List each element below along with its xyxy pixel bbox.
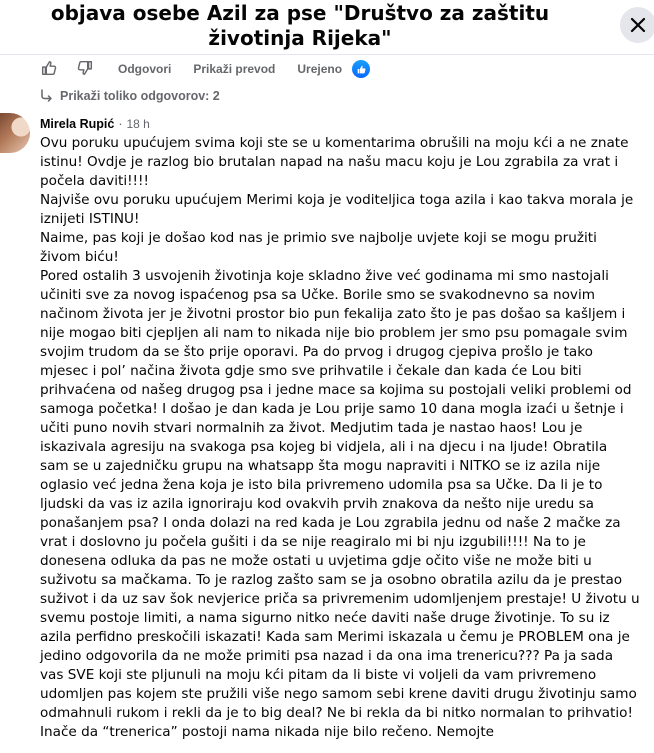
close-icon bbox=[630, 17, 646, 33]
separator-dot: · bbox=[118, 117, 123, 131]
dialog-header bbox=[0, 0, 654, 55]
reply-button[interactable]: Odgovori bbox=[118, 62, 172, 76]
comment-header bbox=[40, 117, 150, 133]
edited-label: Urejeno bbox=[297, 62, 343, 76]
dislike-button[interactable] bbox=[76, 59, 96, 79]
like-button[interactable] bbox=[40, 59, 60, 79]
show-replies-button[interactable] bbox=[40, 86, 220, 106]
dialog-title: objava osebe Azil za pse "Društvo za zaštitu životinja Rijeka" bbox=[50, 1, 550, 50]
show-replies-label: Prikaži toliko odgovorov: 2 bbox=[60, 89, 220, 103]
previous-comment-actions bbox=[40, 58, 370, 80]
reply-arrow-icon bbox=[40, 89, 54, 103]
close-button[interactable] bbox=[620, 7, 654, 43]
translate-button[interactable]: Prikaži prevod bbox=[193, 62, 276, 76]
comment-author[interactable]: Mirela Rupić bbox=[40, 117, 115, 131]
thumbs-down-icon bbox=[76, 59, 94, 77]
comment-body bbox=[40, 134, 640, 742]
comment-timestamp[interactable]: 18 h bbox=[126, 117, 150, 131]
like-reaction-icon[interactable] bbox=[352, 60, 370, 78]
comment-paragraph: Naime, pas koji je došao kod nas je primio sve najbolje uvjete koji se mogu pružiti živom biću! bbox=[40, 230, 597, 265]
comment-paragraph: Najviše ovu poruku upućujem Merimi koja je voditeljica toga azila i kao takva morala je iznijeti ISTINU! bbox=[40, 192, 634, 227]
thumbs-up-icon bbox=[40, 59, 58, 77]
comment-paragraph: Pored ostalih 3 usvojenih životinja koje skladno žive već godinama mi smo nastojali učiniti sve za novog ispaćenog psa sa Učke. Borile smo se svakodnevno sa novim načinom života jer je životni prostor bio pun fekalija zato što je pas došao sa kašljem i nije mogao biti cjepljen ali nam to nikada nije bio problem jer smo psu pomagale svim svojim trudom da se što prije oporavi. Pa do prvog i drugog cjepiva prošlo je tako mjesec i pol’ načina života gdje smo sve prihvatile i čekale dan kada će Lou biti prihvaćena od našeg drugog psa i jedne mace sa kojima su postojali veliki problemi od samoga početka! I došao je dan kada je Lou prije samo 10 dana mogla izaći u šetnje i učiti puno novih stvari normalnih za život. Medjutim tada je nastao haos! Lou je iskazivala agresiju na svakoga psa kojeg bi vidjela, ali i na djecu i na ljude! Obratila sam se u zajedničku grupu na whatsapp šta mogu napraviti i NITKO se iz azila nije oglasio već jedna žena koja je isto bila privremeno udomila psa sa Učke. Da li je to ljudski da vas iz azila ignoriraju kod ovakvih prvih znakova da nešto nije uredu sa ponašanjem psa? I onda dolazi na red kada je Lou zgrabila jednu od naše 2 mačke za vrat i doslovno ju počela gušiti i da se nije reagiralo mi bi nju izgubili!!!! Na to je donesena odluka da pas ne može ostati u uvjetima gdje očito više ne može biti u suživotu sa mačkama. To je razlog zašto sam se ja osobno obratila azilu da je prestao suživot i da uz sav šok nevjerice priča sa privremenim udomljenjem prestaje! U životu u svemu postoje limiti, a nama sigurno nitko neće daviti naše druge životinje. To su iz azila perfidno preskočili iskazati! Kada sam Merimi iskazala u čemu je PROBLEM ona je jedino odgovorila da ne može primiti psa nazad i da ona ima trenericu??? Pa ja sada vas SVE koji ste pljunuli na moju kći pitam da li biste vi voljeli da vam privremeno udomljen pas kojem ste pružili više nego samom sebi krene daviti drugu životinju samo odmahnuli rukom i rekli da je to big deal? Ne bi rekla da bi nitko normalan to prihvatio! Inače da “trenerica” postoji nama nikada nije bilo rečeno. Nemojte bbox=[40, 268, 640, 740]
comment-paragraph: Ovu poruku upućujem svima koji ste se u komentarima obrušili na moju kći a ne znate istinu! Ovdje je razlog bio brutalan napad na našu macu koju je Lou zgrabila za vrat i počela daviti!!!! bbox=[40, 135, 629, 189]
avatar[interactable] bbox=[0, 113, 30, 153]
